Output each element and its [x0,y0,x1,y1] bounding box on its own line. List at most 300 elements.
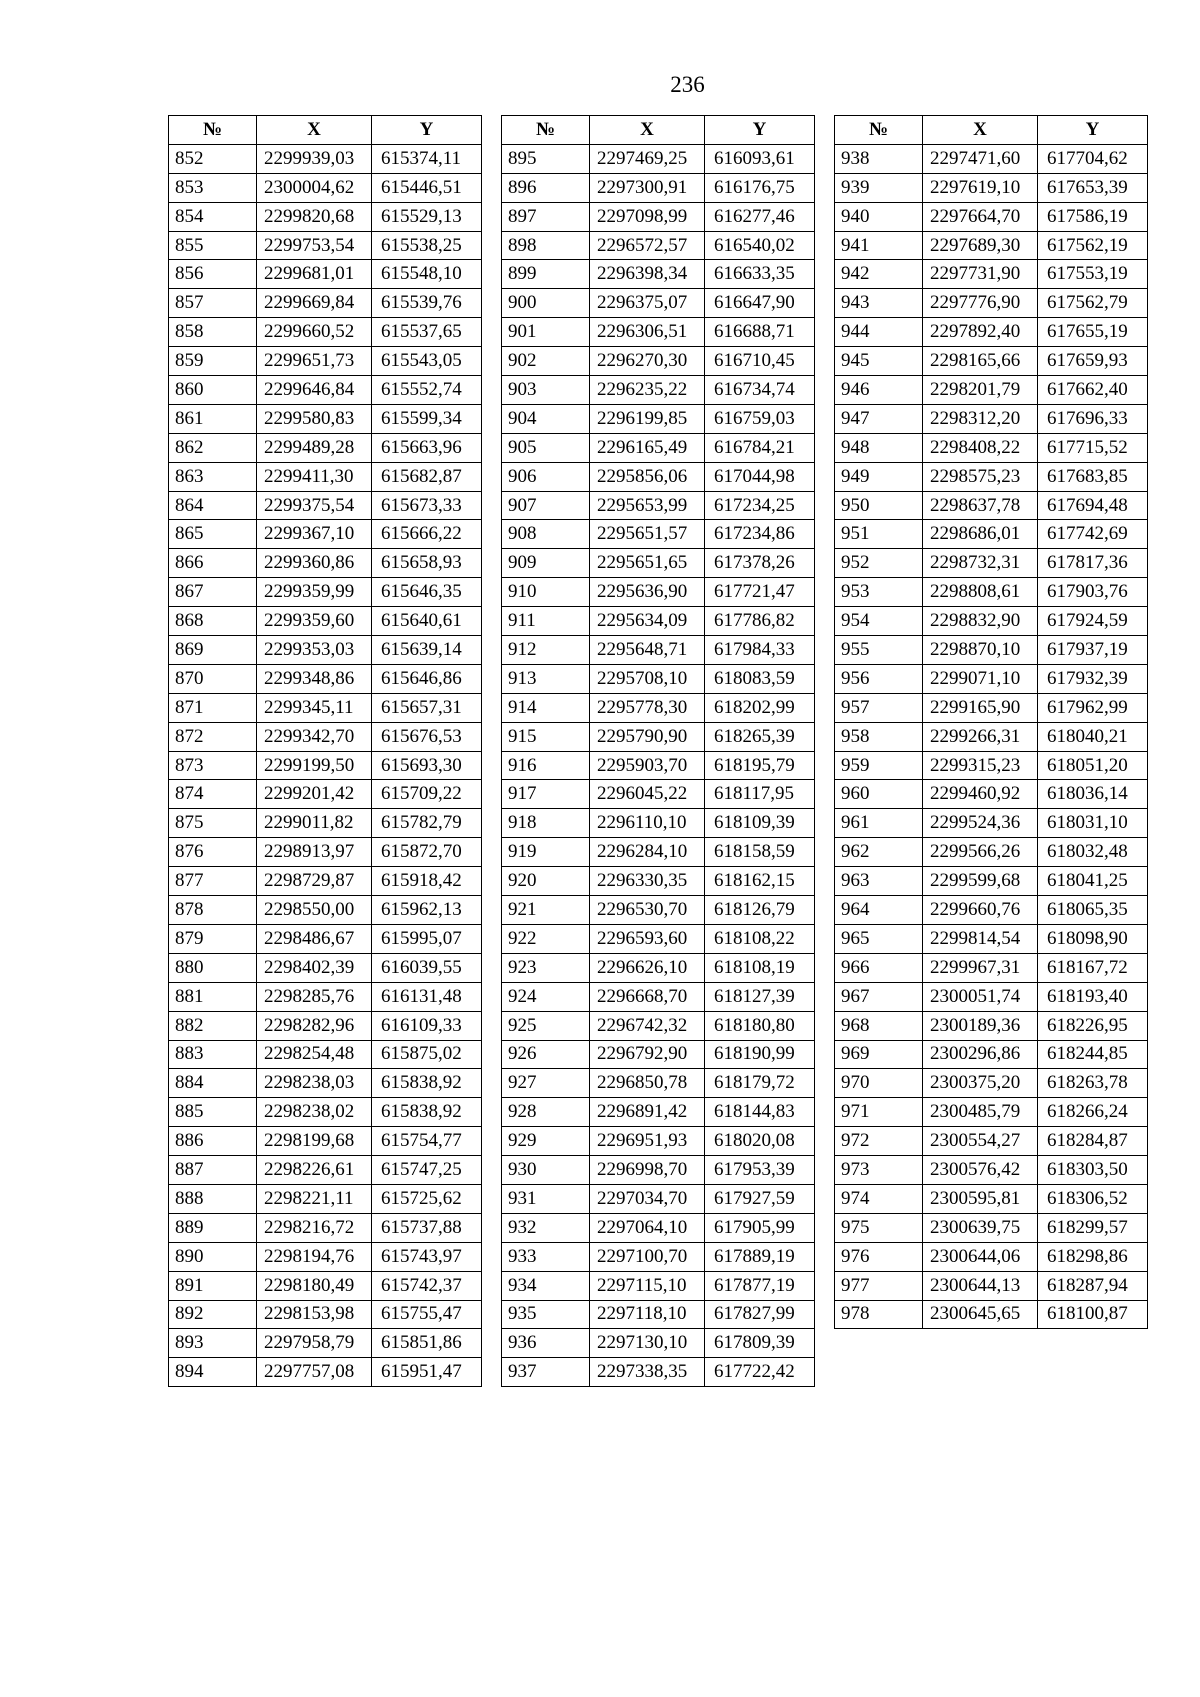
x-coordinate: 2297958,79 [257,1329,372,1358]
table-row [835,173,1148,202]
table-row [502,1184,815,1213]
header-x: X [590,116,705,145]
point-number: 931 [502,1184,590,1213]
x-coordinate: 2300576,42 [923,1156,1038,1185]
y-coordinate: 615666,22 [372,520,482,549]
point-number: 901 [502,318,590,347]
point-number: 870 [169,664,257,693]
table-row [169,289,482,318]
table-row [835,1098,1148,1127]
x-coordinate: 2296668,70 [590,982,705,1011]
x-coordinate: 2299814,54 [923,924,1038,953]
point-number: 960 [835,780,923,809]
point-number: 898 [502,231,590,260]
x-coordinate: 2296850,78 [590,1069,705,1098]
point-number: 905 [502,433,590,462]
table-row [502,404,815,433]
x-coordinate: 2297098,99 [590,202,705,231]
y-coordinate: 615374,11 [372,144,482,173]
point-number: 873 [169,751,257,780]
y-coordinate: 618180,80 [705,1011,815,1040]
table-row [169,318,482,347]
y-coordinate: 615754,77 [372,1127,482,1156]
point-number: 964 [835,896,923,925]
point-number: 882 [169,1011,257,1040]
x-coordinate: 2298282,96 [257,1011,372,1040]
y-coordinate: 618202,99 [705,693,815,722]
point-number: 920 [502,867,590,896]
x-coordinate: 2298226,61 [257,1156,372,1185]
table-row [169,1213,482,1242]
table-row [835,1271,1148,1300]
y-coordinate: 618244,85 [1038,1040,1148,1069]
x-coordinate: 2296530,70 [590,896,705,925]
y-coordinate: 618303,50 [1038,1156,1148,1185]
x-coordinate: 2300485,79 [923,1098,1038,1127]
x-coordinate: 2298575,23 [923,462,1038,491]
point-number: 872 [169,722,257,751]
table-row [502,664,815,693]
x-coordinate: 2300645,65 [923,1300,1038,1329]
point-number: 855 [169,231,257,260]
point-number: 883 [169,1040,257,1069]
y-coordinate: 618195,79 [705,751,815,780]
x-coordinate: 2299266,31 [923,722,1038,751]
table-row [169,809,482,838]
header-x: X [923,116,1038,145]
point-number: 946 [835,376,923,405]
point-number: 886 [169,1127,257,1156]
point-number: 976 [835,1242,923,1271]
y-coordinate: 618226,95 [1038,1011,1148,1040]
table-row [835,491,1148,520]
x-coordinate: 2300644,06 [923,1242,1038,1271]
table-row [502,1011,815,1040]
table-row [169,462,482,491]
table-row [835,578,1148,607]
x-coordinate: 2298732,31 [923,549,1038,578]
point-number: 955 [835,636,923,665]
table-row [502,549,815,578]
point-number: 908 [502,520,590,549]
x-coordinate: 2299967,31 [923,953,1038,982]
point-number: 852 [169,144,257,173]
table-row [835,751,1148,780]
y-coordinate: 617662,40 [1038,376,1148,405]
x-coordinate: 2299345,11 [257,693,372,722]
x-coordinate: 2299660,52 [257,318,372,347]
table-row [835,289,1148,318]
x-coordinate: 2297731,90 [923,260,1038,289]
y-coordinate: 618287,94 [1038,1271,1148,1300]
x-coordinate: 2296572,57 [590,231,705,260]
y-coordinate: 616759,03 [705,404,815,433]
x-coordinate: 2296165,49 [590,433,705,462]
point-number: 956 [835,664,923,693]
point-number: 969 [835,1040,923,1069]
point-number: 917 [502,780,590,809]
point-number: 858 [169,318,257,347]
x-coordinate: 2298686,01 [923,520,1038,549]
x-coordinate: 2297892,40 [923,318,1038,347]
table-row [169,924,482,953]
y-coordinate: 615875,02 [372,1040,482,1069]
y-coordinate: 618126,79 [705,896,815,925]
y-coordinate: 617924,59 [1038,607,1148,636]
x-coordinate: 2297469,25 [590,144,705,173]
table-row [835,404,1148,433]
y-coordinate: 618051,20 [1038,751,1148,780]
point-number: 928 [502,1098,590,1127]
y-coordinate: 617562,79 [1038,289,1148,318]
table-row [502,462,815,491]
header-number: № [502,116,590,145]
point-number: 899 [502,260,590,289]
y-coordinate: 615539,76 [372,289,482,318]
table-row [502,693,815,722]
table-row [502,751,815,780]
table-row [502,896,815,925]
x-coordinate: 2296998,70 [590,1156,705,1185]
x-coordinate: 2300375,20 [923,1069,1038,1098]
point-number: 860 [169,376,257,405]
y-coordinate: 618109,39 [705,809,815,838]
table-row [835,318,1148,347]
point-number: 868 [169,607,257,636]
point-number: 861 [169,404,257,433]
point-number: 939 [835,173,923,202]
x-coordinate: 2296330,35 [590,867,705,896]
x-coordinate: 2300595,81 [923,1184,1038,1213]
point-number: 919 [502,838,590,867]
y-coordinate: 618193,40 [1038,982,1148,1011]
point-number: 862 [169,433,257,462]
x-coordinate: 2297471,60 [923,144,1038,173]
x-coordinate: 2297619,10 [923,173,1038,202]
y-coordinate: 618020,08 [705,1127,815,1156]
x-coordinate: 2297118,10 [590,1300,705,1329]
x-coordinate: 2295651,57 [590,520,705,549]
x-coordinate: 2298637,78 [923,491,1038,520]
table-row [169,1069,482,1098]
table-row [169,982,482,1011]
point-number: 924 [502,982,590,1011]
coordinates-table-2 [501,115,815,1387]
y-coordinate: 617889,19 [705,1242,815,1271]
x-coordinate: 2299011,82 [257,809,372,838]
header-y: Y [1038,116,1148,145]
table-row [502,347,815,376]
y-coordinate: 618158,59 [705,838,815,867]
x-coordinate: 2296284,10 [590,838,705,867]
point-number: 910 [502,578,590,607]
x-coordinate: 2296593,60 [590,924,705,953]
point-number: 881 [169,982,257,1011]
table-row [835,693,1148,722]
point-number: 885 [169,1098,257,1127]
table-row [169,1040,482,1069]
x-coordinate: 2300639,75 [923,1213,1038,1242]
y-coordinate: 618167,72 [1038,953,1148,982]
point-number: 932 [502,1213,590,1242]
table-row [169,202,482,231]
y-coordinate: 618041,25 [1038,867,1148,896]
y-coordinate: 615743,97 [372,1242,482,1271]
y-coordinate: 617655,19 [1038,318,1148,347]
y-coordinate: 618127,39 [705,982,815,1011]
y-coordinate: 617877,19 [705,1271,815,1300]
point-number: 903 [502,376,590,405]
table-row [835,202,1148,231]
point-number: 961 [835,809,923,838]
header-number: № [169,116,257,145]
x-coordinate: 2297130,10 [590,1329,705,1358]
y-coordinate: 615552,74 [372,376,482,405]
point-number: 856 [169,260,257,289]
point-number: 952 [835,549,923,578]
table-row [169,231,482,260]
point-number: 884 [169,1069,257,1098]
table-row [502,173,815,202]
y-coordinate: 618298,86 [1038,1242,1148,1271]
y-coordinate: 615872,70 [372,838,482,867]
table-row [169,376,482,405]
point-number: 974 [835,1184,923,1213]
table-row [169,693,482,722]
table-row [502,289,815,318]
y-coordinate: 615673,33 [372,491,482,520]
point-number: 906 [502,462,590,491]
point-number: 876 [169,838,257,867]
point-number: 892 [169,1300,257,1329]
x-coordinate: 2297300,91 [590,173,705,202]
x-coordinate: 2295856,06 [590,462,705,491]
x-coordinate: 2299566,26 [923,838,1038,867]
y-coordinate: 615693,30 [372,751,482,780]
point-number: 867 [169,578,257,607]
y-coordinate: 615676,53 [372,722,482,751]
y-coordinate: 618098,90 [1038,924,1148,953]
point-number: 912 [502,636,590,665]
point-number: 972 [835,1127,923,1156]
x-coordinate: 2299939,03 [257,144,372,173]
point-number: 866 [169,549,257,578]
table-row [169,722,482,751]
y-coordinate: 617962,99 [1038,693,1148,722]
point-number: 878 [169,896,257,925]
point-number: 909 [502,549,590,578]
x-coordinate: 2300051,74 [923,982,1038,1011]
x-coordinate: 2296742,32 [590,1011,705,1040]
point-number: 948 [835,433,923,462]
y-coordinate: 615725,62 [372,1184,482,1213]
y-coordinate: 616277,46 [705,202,815,231]
x-coordinate: 2299360,86 [257,549,372,578]
x-coordinate: 2298913,97 [257,838,372,867]
x-coordinate: 2299669,84 [257,289,372,318]
y-coordinate: 618263,78 [1038,1069,1148,1098]
point-number: 935 [502,1300,590,1329]
point-number: 921 [502,896,590,925]
table-row [835,1011,1148,1040]
y-coordinate: 616540,02 [705,231,815,260]
x-coordinate: 2296199,85 [590,404,705,433]
x-coordinate: 2295636,90 [590,578,705,607]
x-coordinate: 2298165,66 [923,347,1038,376]
y-coordinate: 618144,83 [705,1098,815,1127]
x-coordinate: 2298550,00 [257,896,372,925]
table-row [835,896,1148,925]
y-coordinate: 617786,82 [705,607,815,636]
x-coordinate: 2296398,34 [590,260,705,289]
y-coordinate: 615543,05 [372,347,482,376]
table-row [169,607,482,636]
x-coordinate: 2295778,30 [590,693,705,722]
table-row [835,982,1148,1011]
y-coordinate: 615838,92 [372,1069,482,1098]
x-coordinate: 2295708,10 [590,664,705,693]
point-number: 887 [169,1156,257,1185]
point-number: 913 [502,664,590,693]
x-coordinate: 2295651,65 [590,549,705,578]
y-coordinate: 617953,39 [705,1156,815,1185]
y-coordinate: 617721,47 [705,578,815,607]
point-number: 951 [835,520,923,549]
x-coordinate: 2300644,13 [923,1271,1038,1300]
y-coordinate: 618117,95 [705,780,815,809]
table-row [502,1358,815,1387]
x-coordinate: 2299342,70 [257,722,372,751]
table-row [502,838,815,867]
table-row [835,1040,1148,1069]
table-row [169,144,482,173]
point-number: 967 [835,982,923,1011]
x-coordinate: 2299524,36 [923,809,1038,838]
x-coordinate: 2298199,68 [257,1127,372,1156]
point-number: 907 [502,491,590,520]
y-coordinate: 617562,19 [1038,231,1148,260]
y-coordinate: 616039,55 [372,953,482,982]
y-coordinate: 618065,35 [1038,896,1148,925]
point-number: 904 [502,404,590,433]
table-row [502,722,815,751]
table-row [169,433,482,462]
x-coordinate: 2298832,90 [923,607,1038,636]
point-number: 863 [169,462,257,491]
y-coordinate: 618306,52 [1038,1184,1148,1213]
y-coordinate: 617827,99 [705,1300,815,1329]
table-row [502,578,815,607]
y-coordinate: 617927,59 [705,1184,815,1213]
y-coordinate: 616131,48 [372,982,482,1011]
point-number: 895 [502,144,590,173]
point-number: 950 [835,491,923,520]
y-coordinate: 615747,25 [372,1156,482,1185]
table-row [502,1213,815,1242]
y-coordinate: 615529,13 [372,202,482,231]
y-coordinate: 615951,47 [372,1358,482,1387]
y-coordinate: 617696,33 [1038,404,1148,433]
y-coordinate: 617044,98 [705,462,815,491]
table-row [502,1271,815,1300]
point-number: 973 [835,1156,923,1185]
x-coordinate: 2297776,90 [923,289,1038,318]
y-coordinate: 616093,61 [705,144,815,173]
table-row [835,376,1148,405]
coordinates-table-3 [834,115,1148,1329]
y-coordinate: 615657,31 [372,693,482,722]
table-row [502,809,815,838]
page-number: 236 [670,72,705,97]
point-number: 889 [169,1213,257,1242]
table-row [835,953,1148,982]
y-coordinate: 618265,39 [705,722,815,751]
x-coordinate: 2298194,76 [257,1242,372,1271]
table-row [502,491,815,520]
table-row [835,520,1148,549]
table-row [169,520,482,549]
table-row [169,491,482,520]
y-coordinate: 615639,14 [372,636,482,665]
point-number: 915 [502,722,590,751]
header-row [502,116,815,145]
point-number: 977 [835,1271,923,1300]
table-row [835,722,1148,751]
y-coordinate: 617234,86 [705,520,815,549]
y-coordinate: 616647,90 [705,289,815,318]
table-row [169,1098,482,1127]
x-coordinate: 2296235,22 [590,376,705,405]
y-coordinate: 616633,35 [705,260,815,289]
x-coordinate: 2298402,39 [257,953,372,982]
point-number: 975 [835,1213,923,1242]
table-row [502,636,815,665]
y-coordinate: 617722,42 [705,1358,815,1387]
table-row [169,1358,482,1387]
y-coordinate: 615742,37 [372,1271,482,1300]
header-x: X [257,116,372,145]
x-coordinate: 2298408,22 [923,433,1038,462]
point-number: 888 [169,1184,257,1213]
table-row [835,433,1148,462]
y-coordinate: 615682,87 [372,462,482,491]
point-number: 877 [169,867,257,896]
table-row [502,924,815,953]
y-coordinate: 618299,57 [1038,1213,1148,1242]
y-coordinate: 616734,74 [705,376,815,405]
x-coordinate: 2299315,23 [923,751,1038,780]
point-number: 894 [169,1358,257,1387]
table-row [835,780,1148,809]
point-number: 890 [169,1242,257,1271]
x-coordinate: 2298180,49 [257,1271,372,1300]
x-coordinate: 2298870,10 [923,636,1038,665]
x-coordinate: 2297100,70 [590,1242,705,1271]
y-coordinate: 615646,35 [372,578,482,607]
y-coordinate: 617234,25 [705,491,815,520]
x-coordinate: 2295790,90 [590,722,705,751]
table-row [502,607,815,636]
point-number: 933 [502,1242,590,1271]
table-row [169,260,482,289]
table-row [169,173,482,202]
x-coordinate: 2299165,90 [923,693,1038,722]
point-number: 875 [169,809,257,838]
y-coordinate: 615663,96 [372,433,482,462]
table-row [169,1156,482,1185]
y-coordinate: 616176,75 [705,173,815,202]
x-coordinate: 2299411,30 [257,462,372,491]
